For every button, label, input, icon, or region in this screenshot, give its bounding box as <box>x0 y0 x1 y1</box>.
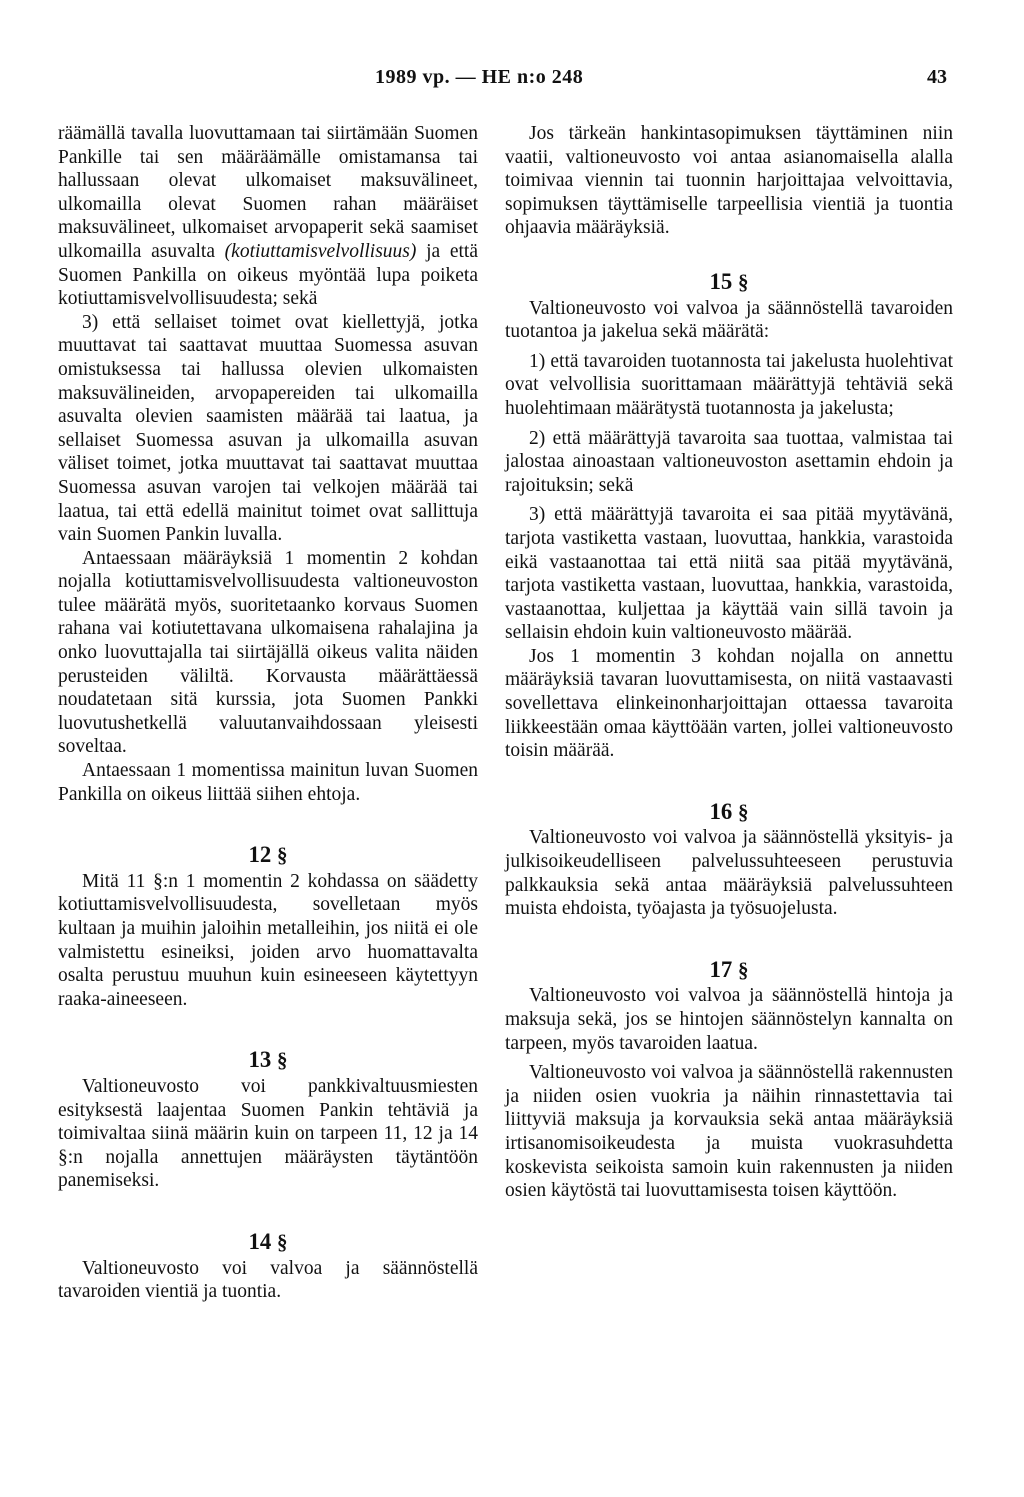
left-column <box>58 122 478 1304</box>
paragraph: 3) että sellaiset toimet ovat kiellettyjä, jotka muuttavat tai saattavat muuttaa Suomessa asuvan omistuksessa tai hallussa olevien ulkomaisten maksuvälineiden, arvopapereiden tai ulkomailla asuvalta olevien saamisten määrää tai laatua, ja sellaiset Suomessa asuvan ja ulkomailla asuvan väliset toimet, jotka muuttavat tai saattavat muuttaa Suomessa asuvan varojen tai velkojen määrää tai laatua, tai että edellä mainitut toimet ovat sallittuja vain Suomen Pankin luvalla. <box>58 311 478 546</box>
section-heading-17: 17 § <box>709 956 749 982</box>
section-text: Mitä 11 §:n 1 momentin 2 kohdassa on säädetty kotiuttamisvelvollisuudesta, sovelletaan myös kultaan ja muihin jaloihin metalleihin, jos niitä ei ole valmistettu esineiksi, joiden arvo huomattavalta osalta perustuu muuhun kuin esineeseen käytettyyn raaka-aineeseen. <box>58 870 478 1010</box>
section-heading-16: 16 § <box>709 798 749 824</box>
section-sign-icon: § <box>277 843 288 868</box>
section-heading-13: 13 § <box>248 1047 288 1073</box>
section-sign-icon: § <box>277 1229 288 1254</box>
list-item: 1) että tavaroiden tuotannosta tai jakelusta huolehtivat ovat velvollisia suorittamaan määrättyjä tehtäviä sekä huolehtimaan määrätystä tuotannosta ja jakelusta; <box>505 350 953 419</box>
section-text: Valtioneuvosto voi valvoa ja säännöstellä hintoja ja maksuja sekä, jos se hintojen säännöstelyn kannalta on tarpeen, myös tavaroiden laatua. <box>505 985 953 1054</box>
section-text: Valtioneuvosto voi valvoa ja säännöstellä yksityis- ja julkisoikeudelliseen palvelussuhteeseen perustuvia palkkauksia sekä antaa määräyksiä palvelussuhteen muista ehdoista, työajasta ja työsuojelusta. <box>505 827 953 920</box>
section-text: Valtioneuvosto voi valvoa ja säännöstellä tavaroiden tuotantoa ja jakelua sekä määrätä: <box>505 297 953 343</box>
section-text: Valtioneuvosto voi valvoa ja säännöstellä tavaroiden vientiä ja tuontia. <box>58 1257 478 1303</box>
paragraph: räämällä tavalla luovuttamaan tai siirtämään Suomen Pankille tai sen määräämälle omistamansa tai hallussaan olevat ulkomaiset maksuvälineet, ulkomailla olevat Suomen rahan määräiset maksuvälineet, ulkomaiset arvopaperit sekä saamiset ulkomailla asuvalta (kotiuttamisvelvollisuus) ja että Suomen Pankilla on oikeus myöntää lupa poiketa kotiuttamisvelvollisuudesta; sekä <box>58 123 478 310</box>
section-heading-12: 12 § <box>248 842 288 868</box>
paragraph: Jos tärkeän hankintasopimuksen täyttäminen niin vaatii, valtioneuvosto voi antaa asianomaisella alalla toimivaa viennin tai tuonnin harjoittajaa velvoittavia, sopimuksen täyttämiselle tarpeellisia vientiä ja tuontia ohjaavia määräyksiä. <box>505 123 953 239</box>
right-column <box>505 122 953 1203</box>
section-sign-icon: § <box>738 957 749 982</box>
paragraph: Jos 1 momentin 3 kohdan nojalla on annettu määräyksiä tavaran luovuttamisesta, on niitä vastaavasti sovellettava elinkeinonharjoittajan ottaessa tavaroita liikkeestään omaa käyttöään varten, jollei valtioneuvosto toisin määrää. <box>505 645 953 762</box>
paragraph: Antaessaan määräyksiä 1 momentin 2 kohdan nojalla kotiuttamisvelvollisuudesta valtioneuvoston tulee määrätä myös, suoritetaanko korvaus Suomen rahana vai kotiutettavana ulkomaisena rahalajina ja onko luovuttajalla tai siirtäjällä oikeus valita näiden perusteiden väliltä. Korvausta määrättäessä noudatetaan sitä kurssia, jota Suomen Pankki luovutushetkellä valuutanvaihdossaan yleisesti soveltaa. <box>58 547 478 758</box>
list-item: 3) että määrättyjä tavaroita ei saa pitää myytävänä, tarjota vastiketta vastaan, luovuttaa, hankkia, varastoida eikä vastaanottaa tai että niitä saa pitää myytävänä, tarjota vastiketta vastaan, luovuttaa, hankkia, varastoida, vastaanottaa, kuljettaa ja käyttää vain sillä tavoin ja sellaisin ehdoin kuin valtioneuvosto määrää. <box>505 504 953 644</box>
paragraph: Antaessaan 1 momentissa mainitun luvan Suomen Pankilla on oikeus liittää siihen ehtoja. <box>58 760 478 805</box>
list-item: 2) että määrättyjä tavaroita saa tuottaa, valmistaa tai jalostaa ainoastaan valtioneuvoston asettamin ehdoin ja rajoituksin; sekä <box>505 427 953 496</box>
page-header <box>0 66 1024 100</box>
section-heading-15: 15 § <box>709 268 749 294</box>
section-text: Valtioneuvosto voi pankkivaltuusmiesten esityksestä laajentaa Suomen Pankin tehtäviä ja toimivaltaa siinä määrin kuin on tarpeen 11, 12 ja 14 §:n nojalla annettujen määräysten täytäntöön panemiseksi. <box>58 1075 478 1192</box>
section-sign-icon: § <box>738 269 749 294</box>
section-heading-14: 14 § <box>248 1228 288 1254</box>
section-sign-icon: § <box>277 1048 288 1073</box>
page-number: 43 <box>927 66 947 88</box>
emphasized-term: (kotiuttamisvelvollisuus) <box>224 240 417 262</box>
paragraph: Valtioneuvosto voi valvoa ja säännöstellä rakennusten ja niiden osien vuokria ja näihin rinnastettavia tai liittyviä maksuja ja korvauksia sekä antaa määräyksiä irtisanomisoikeudesta ja muista vuokrasuhdetta koskevista seikoista samoin kuin rakennusten ja niiden osien käytöstä tai luovuttamisesta toisen käyttöön. <box>505 1062 953 1202</box>
section-sign-icon: § <box>738 799 749 824</box>
running-head: 1989 vp. — HE n:o 248 <box>375 66 584 88</box>
